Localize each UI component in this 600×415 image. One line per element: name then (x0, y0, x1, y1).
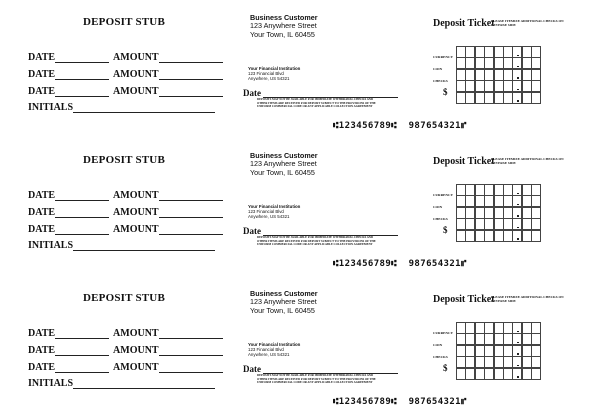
amount-grid-row (456, 218, 541, 229)
stub-date-field[interactable] (55, 86, 109, 97)
stub-date-field[interactable] (55, 328, 109, 339)
ticket-date-label: Date (243, 226, 261, 236)
stub-amount-label: AMOUNT (113, 362, 159, 373)
deposit-fine-print: DEPOSITS MAY NOT BE AVAILABLE FOR IMMEDIATE WITHDRAWAL CHECKS AND OTHER ITEMS ARE RECEIVED FOR DEPOSIT SUBJECT TO THE PROVISIONS OF THE UNIFORM COMMERCIAL CODE OR ANY APPLICABLE COLLECTION AGREEMENT (257, 97, 376, 108)
amount-digit-cell[interactable] (531, 69, 541, 81)
amount-digit-cell[interactable] (531, 207, 541, 219)
stub-date-field[interactable] (55, 362, 109, 373)
deposit-fine-print: DEPOSITS MAY NOT BE AVAILABLE FOR IMMEDIATE WITHDRAWAL CHECKS AND OTHER ITEMS ARE RECEIVED FOR DEPOSIT SUBJECT TO THE PROVISIONS OF THE UNIFORM COMMERCIAL CODE OR ANY APPLICABLE COLLECTION AGREEMENT (257, 235, 376, 246)
amount-grid[interactable] (456, 184, 541, 241)
stub-amount-field[interactable] (159, 69, 223, 80)
amount-grid-row (456, 322, 541, 333)
amount-grid-row (456, 195, 541, 206)
amount-digit-cell[interactable] (512, 322, 522, 334)
checks-label: CHECKS (433, 355, 448, 359)
stub-amount-field[interactable] (159, 52, 223, 63)
amount-digit-cell[interactable] (531, 345, 541, 357)
amount-digit-cell[interactable] (512, 69, 522, 81)
stub-date-label: DATE (28, 224, 56, 235)
institution-name: Your Financial Institution (248, 66, 301, 71)
amount-digit-cell[interactable] (512, 207, 522, 219)
customer-address-line2: Your Town, IL 60455 (250, 167, 315, 177)
stub-amount-field[interactable] (159, 362, 223, 373)
stub-date-label: DATE (28, 69, 56, 80)
deposit-ticket-title: Deposit Ticket (433, 156, 495, 167)
amount-grid-row (456, 368, 541, 379)
amount-digit-cell[interactable] (512, 345, 522, 357)
stub-amount-label: AMOUNT (113, 86, 159, 97)
amount-digit-cell[interactable] (531, 368, 541, 380)
amount-digit-cell[interactable] (531, 322, 541, 334)
amount-digit-cell[interactable] (512, 368, 522, 380)
amount-digit-cell[interactable] (512, 184, 522, 196)
stub-initials-field[interactable] (73, 102, 215, 113)
institution-info (248, 342, 300, 358)
customer-info (250, 14, 318, 39)
institution-address-line2: Anywhere, US 54321 (248, 352, 290, 358)
amount-grid[interactable] (456, 322, 541, 379)
currency-label: CURRENCY (433, 193, 454, 197)
amount-grid-row (456, 207, 541, 218)
stub-amount-field[interactable] (159, 345, 223, 356)
customer-address-line2: Your Town, IL 60455 (250, 29, 315, 39)
customer-name: Business Customer (250, 289, 318, 298)
stub-initials-row (28, 378, 215, 389)
stub-amount-label: AMOUNT (113, 190, 159, 201)
stub-amount-field[interactable] (159, 328, 223, 339)
stub-date-amount-row (28, 345, 223, 356)
customer-info (250, 152, 318, 177)
ticket-date-label: Date (243, 88, 261, 98)
amount-digit-cell[interactable] (531, 218, 541, 230)
stub-initials-label: INITIALS (28, 240, 74, 251)
deposit-fine-print: DEPOSITS MAY NOT BE AVAILABLE FOR IMMEDIATE WITHDRAWAL CHECKS AND OTHER ITEMS ARE RECEIVED FOR DEPOSIT SUBJECT TO THE PROVISIONS OF THE UNIFORM COMMERCIAL CODE OR ANY APPLICABLE COLLECTION AGREEMENT (257, 373, 376, 384)
stub-date-field[interactable] (55, 224, 109, 235)
customer-address-line1: 123 Anywhere Street (250, 159, 317, 169)
institution-address-line1: 123 Financial Blvd (248, 347, 284, 353)
amount-grid-row (456, 57, 541, 68)
dollar-sign: $ (443, 225, 448, 235)
amount-digit-cell[interactable] (512, 46, 522, 58)
customer-address-line2: Your Town, IL 60455 (250, 305, 315, 315)
dollar-sign: $ (443, 363, 448, 373)
amount-digit-cell[interactable] (531, 57, 541, 69)
stub-title: DEPOSIT STUB (83, 292, 165, 304)
amount-digit-cell[interactable] (531, 184, 541, 196)
stub-date-amount-row (28, 190, 223, 201)
itemize-note: PLEASE ITEMIZE ADDITIONAL CHECKS ON REVERSE SIDE (491, 157, 564, 165)
stub-date-label: DATE (28, 86, 56, 97)
stub-amount-field[interactable] (159, 190, 223, 201)
stub-date-label: DATE (28, 362, 56, 373)
itemize-note: PLEASE ITEMIZE ADDITIONAL CHECKS ON REVERSE SIDE (491, 295, 564, 303)
amount-digit-cell[interactable] (531, 356, 541, 368)
amount-grid[interactable] (456, 46, 541, 103)
stub-date-label: DATE (28, 345, 56, 356)
stub-title: DEPOSIT STUB (83, 16, 165, 28)
stub-initials-field[interactable] (73, 240, 215, 251)
currency-label: CURRENCY (433, 55, 454, 59)
amount-grid-row (456, 46, 541, 57)
stub-initials-field[interactable] (73, 378, 215, 389)
coin-label: COIN (433, 205, 443, 209)
micr-routing-number: ⑆123456789⑆ (333, 259, 397, 269)
stub-date-amount-row (28, 328, 223, 339)
amount-digit-cell[interactable] (512, 57, 522, 69)
amount-grid-row (456, 333, 541, 344)
stub-date-field[interactable] (55, 207, 109, 218)
stub-date-amount-row (28, 86, 223, 97)
institution-info (248, 66, 300, 82)
institution-address-line2: Anywhere, US 54321 (248, 214, 290, 220)
deposit-ticket-title: Deposit Ticket (433, 18, 495, 29)
checks-label: CHECKS (433, 79, 448, 83)
amount-digit-cell[interactable] (531, 80, 541, 92)
stub-date-amount-row (28, 362, 223, 373)
amount-digit-cell[interactable] (512, 218, 522, 230)
customer-info (250, 290, 318, 315)
deposit-ticket-title: Deposit Ticket (433, 294, 495, 305)
coin-label: COIN (433, 343, 443, 347)
stub-date-amount-row (28, 207, 223, 218)
stub-amount-label: AMOUNT (113, 328, 159, 339)
amount-grid-row (456, 184, 541, 195)
micr-account-number: 987654321⑈ (408, 259, 467, 269)
coin-label: COIN (433, 67, 443, 71)
institution-address-line2: Anywhere, US 54321 (248, 76, 290, 82)
amount-digit-cell[interactable] (531, 195, 541, 207)
stub-date-field[interactable] (55, 345, 109, 356)
amount-grid-row (456, 69, 541, 80)
stub-date-amount-row (28, 224, 223, 235)
micr-account-number: 987654321⑈ (408, 397, 467, 407)
amount-digit-cell[interactable] (512, 230, 522, 242)
stub-amount-field[interactable] (159, 86, 223, 97)
amount-grid-row (456, 356, 541, 367)
amount-grid-row (456, 80, 541, 91)
micr-account-number: 987654321⑈ (408, 121, 467, 131)
amount-grid-row (456, 230, 541, 241)
micr-routing-number: ⑆123456789⑆ (333, 397, 397, 407)
amount-grid-row (456, 345, 541, 356)
stub-date-field[interactable] (55, 52, 109, 63)
stub-amount-label: AMOUNT (113, 69, 159, 80)
micr-line (333, 397, 467, 407)
amount-digit-cell[interactable] (512, 333, 522, 345)
checks-label: CHECKS (433, 217, 448, 221)
currency-label: CURRENCY (433, 331, 454, 335)
dollar-sign: $ (443, 87, 448, 97)
stub-initials-row (28, 102, 215, 113)
deposit-ticket-section (0, 0, 600, 138)
stub-date-label: DATE (28, 328, 56, 339)
stub-amount-label: AMOUNT (113, 224, 159, 235)
institution-name: Your Financial Institution (248, 342, 301, 347)
stub-amount-label: AMOUNT (113, 52, 159, 63)
stub-initials-row (28, 240, 215, 251)
stub-amount-field[interactable] (159, 207, 223, 218)
amount-digit-cell[interactable] (512, 92, 522, 104)
customer-name: Business Customer (250, 151, 318, 160)
ticket-date-label: Date (243, 364, 261, 374)
amount-digit-cell[interactable] (531, 333, 541, 345)
amount-digit-cell[interactable] (512, 195, 522, 207)
amount-digit-cell[interactable] (531, 92, 541, 104)
stub-date-label: DATE (28, 207, 56, 218)
micr-routing-number: ⑆123456789⑆ (333, 121, 397, 131)
institution-name: Your Financial Institution (248, 204, 301, 209)
amount-digit-cell[interactable] (531, 230, 541, 242)
stub-title: DEPOSIT STUB (83, 154, 165, 166)
stub-date-amount-row (28, 69, 223, 80)
stub-date-field[interactable] (55, 190, 109, 201)
institution-address-line1: 123 Financial Blvd (248, 209, 284, 215)
itemize-note: PLEASE ITEMIZE ADDITIONAL CHECKS ON REVERSE SIDE (491, 19, 564, 27)
micr-line (333, 259, 467, 269)
amount-digit-cell[interactable] (512, 356, 522, 368)
stub-date-field[interactable] (55, 69, 109, 80)
amount-digit-cell[interactable] (512, 80, 522, 92)
amount-digit-cell[interactable] (531, 46, 541, 58)
stub-date-label: DATE (28, 52, 56, 63)
stub-date-label: DATE (28, 190, 56, 201)
customer-name: Business Customer (250, 13, 318, 22)
micr-line (333, 121, 467, 131)
stub-amount-label: AMOUNT (113, 345, 159, 356)
deposit-ticket-section (0, 138, 600, 276)
deposit-ticket-section (0, 276, 600, 414)
institution-address-line1: 123 Financial Blvd (248, 71, 284, 77)
stub-amount-field[interactable] (159, 224, 223, 235)
amount-grid-row (456, 92, 541, 103)
stub-amount-label: AMOUNT (113, 207, 159, 218)
stub-date-amount-row (28, 52, 223, 63)
customer-address-line1: 123 Anywhere Street (250, 21, 317, 31)
institution-info (248, 204, 300, 220)
stub-initials-label: INITIALS (28, 102, 74, 113)
stub-initials-label: INITIALS (28, 378, 74, 389)
customer-address-line1: 123 Anywhere Street (250, 297, 317, 307)
